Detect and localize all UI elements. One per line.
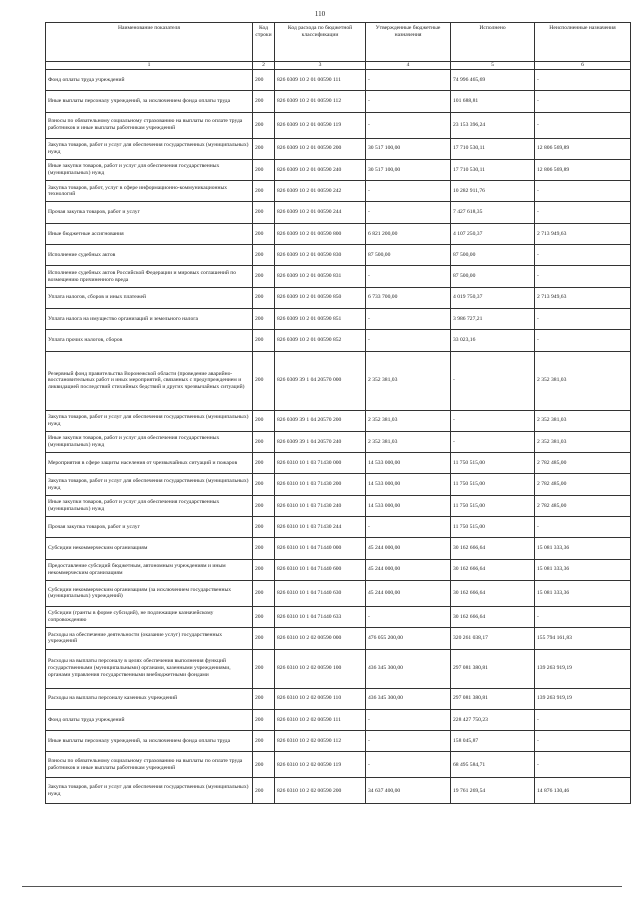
row-name: Иные закупки товаров, работ и услуг для обеспечения государственных (муниципальных) нужд (46, 495, 253, 516)
row-executed: 11 750 515,00 (451, 517, 535, 538)
row-executed: 11 750 515,00 (451, 474, 535, 495)
row-line-code: 200 (253, 410, 275, 431)
row-name: Уплата прочих налогов, сборов (46, 330, 253, 351)
row-budget-code: 826 0309 39 1 04 20570 240 (275, 431, 366, 452)
row-line-code: 200 (253, 330, 275, 351)
row-executed: 11 750 515,00 (451, 453, 535, 474)
row-line-code: 200 (253, 474, 275, 495)
row-unexecuted: 155 794 161,83 (535, 628, 631, 649)
row-name: Мероприятия в сфере защиты населения от чрезвычайных ситуаций и пожаров (46, 453, 253, 474)
row-budget-code: 826 0309 10 2 01 00590 200 (275, 138, 366, 159)
row-approved: - (366, 606, 451, 627)
row-name: Исполнение судебных актов (46, 245, 253, 266)
row-unexecuted: 15 081 333,36 (535, 559, 631, 580)
row-executed: 228 427 750,23 (451, 709, 535, 730)
row-budget-code: 826 0309 10 2 01 00590 852 (275, 330, 366, 351)
row-line-code: 200 (253, 202, 275, 223)
row-line-code: 200 (253, 223, 275, 244)
row-unexecuted: - (535, 731, 631, 752)
row-executed: 87 500,00 (451, 245, 535, 266)
row-executed: 3 986 727,21 (451, 308, 535, 329)
row-line-code: 200 (253, 159, 275, 180)
row-line-code: 200 (253, 495, 275, 516)
row-unexecuted: 2 782 485,00 (535, 453, 631, 474)
row-approved: 2 352 381,03 (366, 351, 451, 410)
footer-divider (22, 886, 622, 887)
row-budget-code: 826 0310 10 1 04 71440 600 (275, 559, 366, 580)
row-name: Предоставление субсидий бюджетным, автономным учреждениям и иным некоммерческим организациям (46, 559, 253, 580)
row-approved: - (366, 330, 451, 351)
header-indicator-name: Наименование показателя (46, 23, 253, 62)
row-unexecuted: 12 806 569,89 (535, 138, 631, 159)
row-approved: 14 533 000,00 (366, 453, 451, 474)
row-approved: - (366, 517, 451, 538)
row-executed: 297 081 380,81 (451, 688, 535, 709)
row-name: Фонд оплаты труда учреждений (46, 70, 253, 91)
row-name: Иные выплаты персоналу учреждений, за исключением фонда оплаты труда (46, 91, 253, 112)
row-approved: - (366, 91, 451, 112)
row-approved: - (366, 709, 451, 730)
row-name: Иные закупки товаров, работ и услуг для обеспечения государственных (муниципальных) нужд (46, 159, 253, 180)
table-row (46, 731, 631, 752)
row-budget-code: 826 0310 10 2 02 00590 112 (275, 731, 366, 752)
table-header-row (46, 23, 631, 62)
row-budget-code: 826 0309 39 1 04 20570 000 (275, 351, 366, 410)
row-executed: 30 162 666,64 (451, 580, 535, 606)
row-budget-code: 826 0309 10 2 01 00590 242 (275, 181, 366, 202)
row-unexecuted: 2 352 381,03 (535, 431, 631, 452)
row-line-code: 200 (253, 266, 275, 287)
table-row (46, 752, 631, 778)
row-approved: - (366, 70, 451, 91)
row-executed: 30 162 666,64 (451, 606, 535, 627)
row-unexecuted: - (535, 266, 631, 287)
row-executed: 4 019 750,37 (451, 287, 535, 308)
row-approved: 476 055 200,00 (366, 628, 451, 649)
row-executed: 68 495 584,71 (451, 752, 535, 778)
table-row (46, 70, 631, 91)
table-row (46, 266, 631, 287)
row-budget-code: 826 0310 10 2 02 00590 110 (275, 688, 366, 709)
column-number: 4 (366, 62, 451, 70)
row-unexecuted: 2 352 381,03 (535, 351, 631, 410)
row-approved: 45 244 000,00 (366, 559, 451, 580)
row-unexecuted: 2 782 485,00 (535, 495, 631, 516)
row-name: Исполнение судебных актов Российской Федерации и мировых соглашений по возмещению причиненного вреда (46, 266, 253, 287)
row-unexecuted: - (535, 245, 631, 266)
row-budget-code: 826 0310 10 1 04 71440 633 (275, 606, 366, 627)
row-budget-code: 826 0309 10 2 01 00590 830 (275, 245, 366, 266)
table-row (46, 112, 631, 138)
row-line-code: 200 (253, 351, 275, 410)
row-approved: 30 517 100,00 (366, 138, 451, 159)
row-line-code: 200 (253, 517, 275, 538)
row-name: Иные закупки товаров, работ и услуг для обеспечения государственных (муниципальных) нужд (46, 431, 253, 452)
row-approved: - (366, 308, 451, 329)
header-unexecuted: Неисполненные назначения (535, 23, 631, 62)
row-line-code: 200 (253, 606, 275, 627)
row-name: Иные бюджетные ассигнования (46, 223, 253, 244)
row-line-code: 200 (253, 731, 275, 752)
row-line-code: 200 (253, 752, 275, 778)
row-budget-code: 826 0310 10 1 04 71440 000 (275, 538, 366, 559)
row-line-code: 200 (253, 181, 275, 202)
row-executed: 297 081 380,81 (451, 649, 535, 688)
row-executed: 101 688,81 (451, 91, 535, 112)
row-approved: - (366, 266, 451, 287)
row-line-code: 200 (253, 431, 275, 452)
table-row (46, 223, 631, 244)
row-name: Прочая закупка товаров, работ и услуг (46, 202, 253, 223)
row-name: Закупка товаров, работ и услуг для обеспечения государственных (муниципальных) нужд (46, 474, 253, 495)
page-number: 110 (314, 10, 326, 18)
row-budget-code: 826 0309 10 2 01 00590 119 (275, 112, 366, 138)
column-number-row (46, 62, 631, 70)
row-executed: 10 282 911,76 (451, 181, 535, 202)
row-budget-code: 826 0310 10 2 02 00590 200 (275, 778, 366, 804)
row-line-code: 200 (253, 778, 275, 804)
table-row (46, 410, 631, 431)
row-unexecuted: 139 263 919,19 (535, 649, 631, 688)
row-executed: 74 996 465,69 (451, 70, 535, 91)
table-row (46, 351, 631, 410)
row-executed: 33 023,16 (451, 330, 535, 351)
table-row (46, 649, 631, 688)
row-executed: 17 710 530,11 (451, 138, 535, 159)
row-approved: 45 244 000,00 (366, 580, 451, 606)
row-name: Субсидии некоммерческим организациям (за исключением государственных (муниципальных) учреждений) (46, 580, 253, 606)
row-executed: - (451, 351, 535, 410)
header-line-code: Код строки (253, 23, 275, 62)
row-approved: - (366, 731, 451, 752)
row-name: Закупка товаров, работ и услуг для обеспечения государственных (муниципальных) нужд (46, 410, 253, 431)
row-unexecuted: 139 263 919,19 (535, 688, 631, 709)
row-line-code: 200 (253, 559, 275, 580)
table-row (46, 245, 631, 266)
row-budget-code: 826 0309 39 1 04 20570 200 (275, 410, 366, 431)
table-row (46, 628, 631, 649)
row-name: Закупка товаров, работ и услуг для обеспечения государственных (муниципальных) нужд (46, 138, 253, 159)
header-executed: Исполнено (451, 23, 535, 62)
table-row (46, 606, 631, 627)
row-approved: 436 345 300,00 (366, 649, 451, 688)
row-executed: 7 427 618,35 (451, 202, 535, 223)
row-approved: 14 533 000,00 (366, 495, 451, 516)
column-number: 1 (46, 62, 253, 70)
table-row (46, 308, 631, 329)
header-approved: Утвержденные бюджетные назначения (366, 23, 451, 62)
row-line-code: 200 (253, 453, 275, 474)
row-unexecuted: - (535, 752, 631, 778)
table-row (46, 181, 631, 202)
row-budget-code: 826 0310 10 1 04 71440 630 (275, 580, 366, 606)
row-executed: 23 153 396,24 (451, 112, 535, 138)
row-executed: 87 500,00 (451, 266, 535, 287)
row-approved: 2 352 381,03 (366, 431, 451, 452)
row-unexecuted: 2 782 485,00 (535, 474, 631, 495)
row-name: Резервный фонд правительства Воронежской области (проведение аварийно-восстановительных работ и иных мероприятий, связанных с предупреждением и ликвидацией последствий стихийных бедствий и других чрезвычайных ситуаций) (46, 351, 253, 410)
row-name: Закупка товаров, работ и услуг для обеспечения государственных (муниципальных) нужд (46, 778, 253, 804)
row-budget-code: 826 0310 10 2 02 00590 111 (275, 709, 366, 730)
column-number: 3 (275, 62, 366, 70)
table-row (46, 495, 631, 516)
column-number: 5 (451, 62, 535, 70)
row-line-code: 200 (253, 70, 275, 91)
row-approved: 14 533 000,00 (366, 474, 451, 495)
row-executed: 158 045,87 (451, 731, 535, 752)
row-executed: 30 162 666,64 (451, 538, 535, 559)
row-budget-code: 826 0309 10 2 01 00590 112 (275, 91, 366, 112)
row-approved: 34 637 400,00 (366, 778, 451, 804)
header-budget-code: Код расхода по бюджетной классификации (275, 23, 366, 62)
row-line-code: 200 (253, 688, 275, 709)
row-unexecuted: - (535, 70, 631, 91)
row-name: Субсидии некоммерческим организациям (46, 538, 253, 559)
row-name: Закупка товаров, работ, услуг в сфере информационно-коммуникационных технологий (46, 181, 253, 202)
row-budget-code: 826 0310 10 1 03 71430 200 (275, 474, 366, 495)
table-row (46, 91, 631, 112)
row-unexecuted: - (535, 709, 631, 730)
table-row (46, 688, 631, 709)
row-budget-code: 826 0309 10 2 01 00590 851 (275, 308, 366, 329)
row-unexecuted: - (535, 606, 631, 627)
column-number: 6 (535, 62, 631, 70)
table-row (46, 287, 631, 308)
row-approved: - (366, 202, 451, 223)
row-line-code: 200 (253, 308, 275, 329)
row-approved: 30 517 100,00 (366, 159, 451, 180)
row-name: Расходы на выплаты персоналу казенных учреждений (46, 688, 253, 709)
table-row (46, 159, 631, 180)
row-unexecuted: - (535, 330, 631, 351)
row-name: Прочая закупка товаров, работ и услуг (46, 517, 253, 538)
row-name: Расходы на обеспечение деятельности (оказание услуг) государственных учреждений (46, 628, 253, 649)
row-line-code: 200 (253, 91, 275, 112)
row-budget-code: 826 0309 10 2 01 00590 111 (275, 70, 366, 91)
row-unexecuted: 12 806 569,89 (535, 159, 631, 180)
row-name: Уплата налогов, сборов и иных платежей (46, 287, 253, 308)
row-budget-code: 826 0309 10 2 01 00590 800 (275, 223, 366, 244)
row-unexecuted: - (535, 91, 631, 112)
row-line-code: 200 (253, 628, 275, 649)
row-unexecuted: 2 713 949,63 (535, 223, 631, 244)
row-unexecuted: - (535, 517, 631, 538)
row-approved: 6 733 700,00 (366, 287, 451, 308)
row-approved: 436 345 300,00 (366, 688, 451, 709)
row-approved: 45 244 000,00 (366, 538, 451, 559)
row-name: Взносы по обязательному социальному страхованию на выплаты по оплате труда работников и иные выплаты работникам учреждений (46, 112, 253, 138)
row-unexecuted: 2 352 381,03 (535, 410, 631, 431)
budget-execution-table (45, 22, 631, 804)
row-executed: 11 750 515,00 (451, 495, 535, 516)
row-approved: - (366, 752, 451, 778)
table-row (46, 517, 631, 538)
row-unexecuted: 2 713 949,63 (535, 287, 631, 308)
row-line-code: 200 (253, 112, 275, 138)
row-name: Расходы на выплаты персоналу в целях обеспечения выполнения функций государственными (муниципальными) органами, казенными учреждениями, органами управления государственными внебюджетными фондами (46, 649, 253, 688)
table-row (46, 709, 631, 730)
row-line-code: 200 (253, 709, 275, 730)
row-budget-code: 826 0310 10 2 02 00590 100 (275, 649, 366, 688)
row-line-code: 200 (253, 538, 275, 559)
row-budget-code: 826 0309 10 2 01 00590 244 (275, 202, 366, 223)
row-executed: 30 162 666,64 (451, 559, 535, 580)
row-executed: 4 107 250,37 (451, 223, 535, 244)
table-row (46, 138, 631, 159)
row-line-code: 200 (253, 287, 275, 308)
row-budget-code: 826 0309 10 2 01 00590 240 (275, 159, 366, 180)
table-row (46, 778, 631, 804)
row-line-code: 200 (253, 138, 275, 159)
table-row (46, 538, 631, 559)
row-approved: - (366, 112, 451, 138)
table-row (46, 330, 631, 351)
row-unexecuted: - (535, 308, 631, 329)
row-budget-code: 826 0309 10 2 01 00590 831 (275, 266, 366, 287)
row-approved: 2 352 381,03 (366, 410, 451, 431)
row-unexecuted: 15 081 333,36 (535, 580, 631, 606)
row-approved: - (366, 181, 451, 202)
row-unexecuted: 14 876 130,46 (535, 778, 631, 804)
row-unexecuted: - (535, 181, 631, 202)
row-unexecuted: - (535, 112, 631, 138)
row-budget-code: 826 0310 10 2 02 00590 119 (275, 752, 366, 778)
row-budget-code: 826 0309 10 2 01 00590 850 (275, 287, 366, 308)
row-name: Иные выплаты персоналу учреждений, за исключением фонда оплаты труда (46, 731, 253, 752)
row-budget-code: 826 0310 10 2 02 00590 000 (275, 628, 366, 649)
table-row (46, 202, 631, 223)
row-unexecuted: - (535, 202, 631, 223)
table-row (46, 431, 631, 452)
column-number: 2 (253, 62, 275, 70)
table-row (46, 580, 631, 606)
row-executed: 320 261 038,17 (451, 628, 535, 649)
row-name: Уплата налога на имущество организаций и земельного налога (46, 308, 253, 329)
table-row (46, 474, 631, 495)
table-body (46, 70, 631, 804)
table-row (46, 453, 631, 474)
row-name: Субсидии (гранты в форме субсидий), не подлежащие казначейскому сопровождению (46, 606, 253, 627)
row-budget-code: 826 0310 10 1 03 71430 240 (275, 495, 366, 516)
row-line-code: 200 (253, 649, 275, 688)
row-executed: 17 710 530,11 (451, 159, 535, 180)
row-executed: - (451, 431, 535, 452)
row-budget-code: 826 0310 10 1 03 71430 000 (275, 453, 366, 474)
row-approved: 87 500,00 (366, 245, 451, 266)
table-row (46, 559, 631, 580)
row-line-code: 200 (253, 245, 275, 266)
row-name: Взносы по обязательному социальному страхованию на выплаты по оплате труда работников и иные выплаты работникам учреждений (46, 752, 253, 778)
row-executed: - (451, 410, 535, 431)
row-line-code: 200 (253, 580, 275, 606)
row-name: Фонд оплаты труда учреждений (46, 709, 253, 730)
row-unexecuted: 15 081 333,36 (535, 538, 631, 559)
row-executed: 19 761 269,54 (451, 778, 535, 804)
row-budget-code: 826 0310 10 1 03 71430 244 (275, 517, 366, 538)
row-approved: 6 821 200,00 (366, 223, 451, 244)
